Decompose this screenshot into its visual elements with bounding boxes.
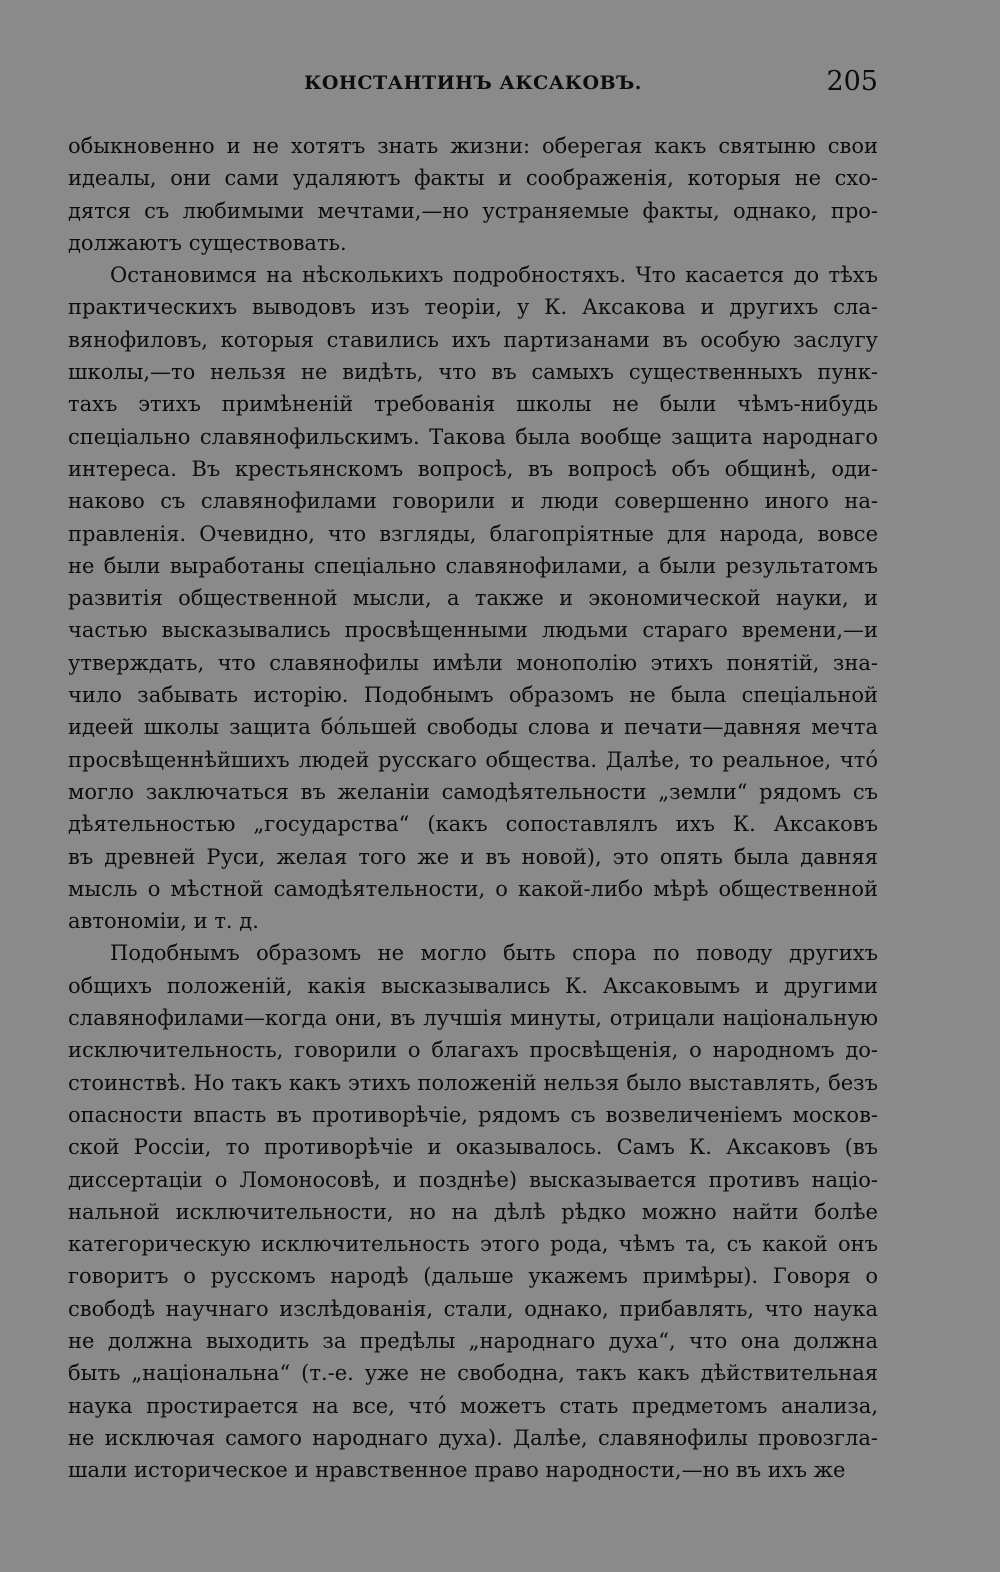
text-line: развитія общественной мысли, а также и экономической науки, и (68, 586, 878, 611)
text-line: опасности впасть въ противорѣчіе, рядомъ съ возвеличеніемъ москов- (68, 1102, 878, 1127)
text-line: дятся съ любимыми мечтами,—но устраняемые факты, однако, про- (68, 198, 878, 223)
running-title: КОНСТАНТИНЪ АКСАКОВЪ. (304, 72, 642, 94)
paragraph (68, 130, 878, 259)
text-line: славянофилами—когда они, въ лучшія минуты, отрицали національную (68, 1006, 878, 1031)
text-line: тахъ этихъ примѣненій требованія школы не были чѣмъ-нибудь (68, 392, 878, 417)
text-line: нальной исключительности, но на дѣлѣ рѣдко можно найти болѣе (68, 1199, 878, 1224)
text-line: просвѣщеннѣйшихъ людей русскаго общества. Далѣе, то реальное, что́ (68, 747, 878, 772)
text-line: утверждать, что славянофилы имѣли монополію этихъ понятій, зна- (68, 650, 878, 675)
text-line: наука простирается на все, что́ можетъ стать предметомъ анализа, (68, 1393, 878, 1418)
text-line: вянофиловъ, которыя ставились ихъ партизанами въ особую заслугу (68, 327, 878, 352)
text-line: не должна выходить за предѣлы „народнаго духа“, что она должна (68, 1328, 878, 1353)
paragraph (68, 259, 878, 937)
text-line: шали историческое и нравственное право народности,—но въ ихъ же (68, 1458, 846, 1483)
text-line: въ древней Руси, желая того же и въ новой), это опять была давняя (68, 844, 878, 869)
body-text (68, 130, 878, 1486)
text-line: ской Россіи, то противорѣчіе и оказывалось. Самъ К. Аксаковъ (въ (68, 1135, 878, 1160)
text-line: автономіи, и т. д. (68, 909, 259, 934)
page-number: 205 (826, 66, 878, 97)
text-line: практическихъ выводовъ изъ теоріи, у К. Аксакова и другихъ сла- (68, 295, 878, 320)
text-line: категорическую исключительность этого рода, чѣмъ та, съ какой онъ (68, 1232, 878, 1257)
text-line: общихъ положеній, какія высказывались К. Аксаковымъ и другими (68, 973, 878, 998)
text-line: Остановимся на нѣсколькихъ подробностяхъ. Что касается до тѣхъ (110, 263, 878, 288)
text-line: Подобнымъ образомъ не могло быть спора по поводу другихъ (110, 941, 878, 966)
text-line: частью высказывались просвѣщенными людьми стараго времени,—и (68, 618, 878, 643)
text-line: говоритъ о русскомъ народѣ (дальше укажемъ примѣры). Говоря о (68, 1264, 878, 1289)
text-line: наково съ славянофилами говорили и люди совершенно иного на- (68, 489, 878, 514)
text-line: диссертаціи о Ломоносовѣ, и позднѣе) высказывается противъ націо- (68, 1167, 878, 1192)
text-line: не исключая самого народнаго духа). Далѣе, славянофилы провозгла- (68, 1425, 878, 1450)
running-head (68, 66, 878, 106)
text-line: стоинствѣ. Но такъ какъ этихъ положеній нельзя было выставлять, безъ (68, 1070, 878, 1095)
text-line: мысль о мѣстной самодѣятельности, о какой-либо мѣрѣ общественной (68, 876, 878, 901)
text-line: идеалы, они сами удаляютъ факты и соображенія, которыя не схо- (68, 166, 878, 191)
text-line: исключительность, говорили о благахъ просвѣщенія, о народномъ до- (68, 1038, 878, 1063)
text-line: не были выработаны спеціально славянофилами, а были результатомъ (68, 553, 878, 578)
text-line: школы,—то нельзя не видѣть, что въ самыхъ существенныхъ пунк- (68, 360, 878, 385)
text-line: обыкновенно и не хотятъ знать жизни: оберегая какъ святыню свои (68, 134, 878, 158)
text-line: правленія. Очевидно, что взгляды, благопріятные для народа, вовсе (68, 521, 878, 546)
text-line: быть „національна“ (т.-е. уже не свободна, такъ какъ дѣйствительная (68, 1361, 878, 1386)
text-line: дѣятельностью „государства“ (какъ сопоставлялъ ихъ К. Аксаковъ (68, 812, 878, 837)
text-line: могло заключаться въ желаніи самодѣятельности „земли“ рядомъ съ (68, 779, 878, 804)
text-line: чило забывать исторію. Подобнымъ образомъ не была спеціальной (68, 683, 878, 708)
text-line: должаютъ существовать. (68, 230, 347, 255)
text-line: свободѣ научнаго изслѣдованія, стали, однако, прибавлять, что наука (68, 1296, 878, 1321)
text-line: спеціально славянофильскимъ. Такова была вообще защита народнаго (68, 424, 878, 449)
paragraph (68, 937, 878, 1486)
text-line: интереса. Въ крестьянскомъ вопросѣ, въ вопросѣ объ общинѣ, оди- (68, 456, 878, 481)
text-line: идеей школы защита бо́льшей свободы слова и печати—давняя мечта (68, 715, 878, 740)
